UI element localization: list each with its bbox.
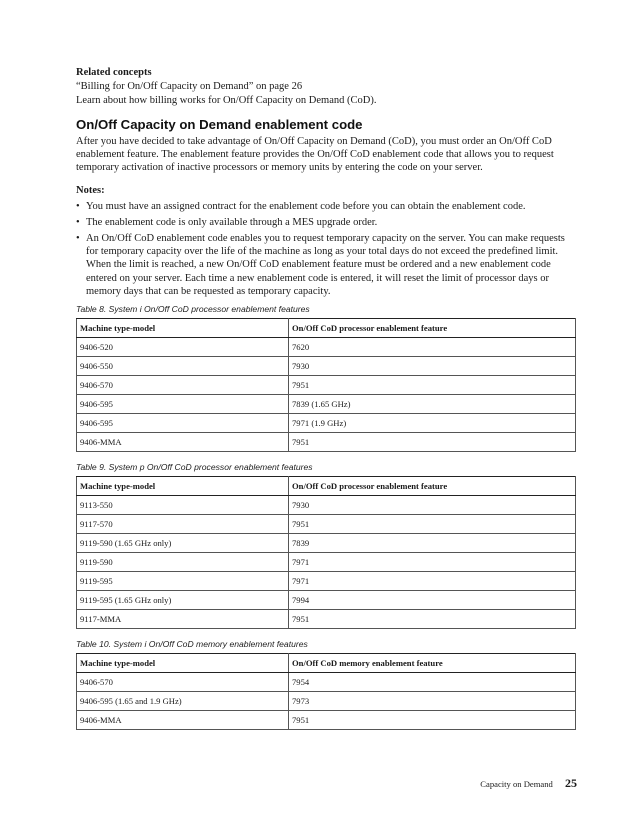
table-cell: 7839 (1.65 GHz) xyxy=(289,395,576,414)
table-row xyxy=(77,553,576,572)
notes-list xyxy=(76,200,576,298)
note-text: You must have an assigned contract for the enablement code before you can obtain the enablement code. xyxy=(86,200,526,212)
processor-features-table-system-i xyxy=(76,318,576,452)
table-cell: 9117-570 xyxy=(77,515,289,534)
table-cell: 7954 xyxy=(289,673,576,692)
table-header-row xyxy=(77,319,576,338)
table-cell: 7971 xyxy=(289,553,576,572)
table-cell: 7973 xyxy=(289,692,576,711)
table-row xyxy=(77,433,576,452)
table-cell: 9119-590 (1.65 GHz only) xyxy=(77,534,289,553)
table-row xyxy=(77,395,576,414)
column-header: On/Off CoD processor enablement feature xyxy=(289,477,576,496)
table-cell: 9406-550 xyxy=(77,357,289,376)
related-concept-description: Learn about how billing works for On/Off Capacity on Demand (CoD). xyxy=(76,95,377,106)
column-header: Machine type-model xyxy=(77,654,289,673)
table-row xyxy=(77,376,576,395)
table-cell: 9406-MMA xyxy=(77,433,289,452)
table-row xyxy=(77,610,576,629)
table-row xyxy=(77,711,576,730)
table-cell: 7971 (1.9 GHz) xyxy=(289,414,576,433)
related-concepts xyxy=(76,66,576,108)
table-row xyxy=(77,673,576,692)
intro-paragraph: After you have decided to take advantage of On/Off Capacity on Demand (CoD), you must order an On/Off CoD enablement feature. The enablement feature provides the On/Off CoD enablement code that allows you to request temporary activation of inactive processors or memory units by entering the code on your server. xyxy=(76,136,554,174)
note-item xyxy=(76,216,576,229)
column-header: On/Off CoD processor enablement feature xyxy=(289,319,576,338)
column-header: Machine type-model xyxy=(77,477,289,496)
related-concept-link[interactable]: “Billing for On/Off Capacity on Demand” on page 26 xyxy=(76,81,303,92)
table-caption: Table 8. System i On/Off CoD processor enablement features xyxy=(76,304,310,315)
page-content xyxy=(76,66,576,740)
note-item xyxy=(76,232,576,298)
table-header-row xyxy=(77,654,576,673)
table-row xyxy=(77,591,576,610)
table-cell: 7839 xyxy=(289,534,576,553)
table-row xyxy=(77,534,576,553)
table-cell: 7951 xyxy=(289,376,576,395)
processor-features-table-system-p xyxy=(76,476,576,629)
bullet-icon: • xyxy=(76,216,80,228)
table-cell: 7951 xyxy=(289,711,576,730)
table-cell: 9406-570 xyxy=(77,376,289,395)
note-item xyxy=(76,200,576,213)
table-row xyxy=(77,496,576,515)
footer-label: Capacity on Demand xyxy=(480,779,553,789)
table-caption: Table 9. System p On/Off CoD processor enablement features xyxy=(76,462,313,473)
table-cell: 9406-570 xyxy=(77,673,289,692)
table-cell: 7994 xyxy=(289,591,576,610)
column-header: Machine type-model xyxy=(77,319,289,338)
page-number: 25 xyxy=(565,776,577,790)
table-row xyxy=(77,572,576,591)
bullet-icon: • xyxy=(76,200,80,212)
table-cell: 7971 xyxy=(289,572,576,591)
table-header-row xyxy=(77,477,576,496)
table-row xyxy=(77,692,576,711)
table-cell: 9119-590 xyxy=(77,553,289,572)
table-cell: 9113-550 xyxy=(77,496,289,515)
note-text: An On/Off CoD enablement code enables you to request temporary capacity on the server. You can make requests for temporary capacity over the life of the machine as long as your total days do not exceed the predefined limit. When the limit is reached, a new On/Off CoD enablement feature must be ordered and a new enablement code entered on your server. Each time a new enablement code is entered, it will reset the limit of processor days or memory days that can be requested as temporary capacity. xyxy=(86,233,565,297)
table-row xyxy=(77,357,576,376)
table-cell: 7620 xyxy=(289,338,576,357)
table-row xyxy=(77,414,576,433)
table-cell: 7930 xyxy=(289,357,576,376)
table-cell: 9406-MMA xyxy=(77,711,289,730)
note-text: The enablement code is only available through a MES upgrade order. xyxy=(86,216,378,228)
table-cell: 9406-595 xyxy=(77,414,289,433)
table-cell: 9119-595 xyxy=(77,572,289,591)
table-cell: 7930 xyxy=(289,496,576,515)
memory-features-table-system-i xyxy=(76,653,576,730)
page-footer xyxy=(480,776,577,791)
table-cell: 7951 xyxy=(289,433,576,452)
table-caption: Table 10. System i On/Off CoD memory enablement features xyxy=(76,639,308,650)
related-concepts-heading: Related concepts xyxy=(76,67,152,78)
section-title: On/Off Capacity on Demand enablement code xyxy=(76,117,363,132)
table-cell: 9406-520 xyxy=(77,338,289,357)
table-cell: 9406-595 xyxy=(77,395,289,414)
column-header: On/Off CoD memory enablement feature xyxy=(289,654,576,673)
bullet-icon: • xyxy=(76,233,80,245)
table-cell: 9119-595 (1.65 GHz only) xyxy=(77,591,289,610)
table-row xyxy=(77,338,576,357)
table-cell: 9406-595 (1.65 and 1.9 GHz) xyxy=(77,692,289,711)
table-cell: 7951 xyxy=(289,610,576,629)
table-cell: 9117-MMA xyxy=(77,610,289,629)
table-cell: 7951 xyxy=(289,515,576,534)
table-row xyxy=(77,515,576,534)
notes-heading: Notes: xyxy=(76,184,105,196)
